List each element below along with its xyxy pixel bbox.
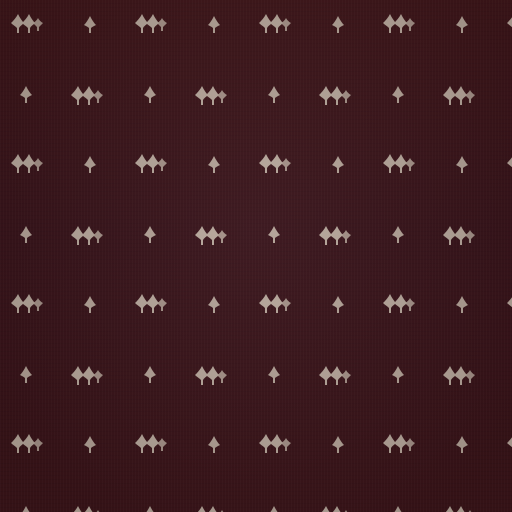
- fleur-de-lis-double-motif: [443, 226, 475, 245]
- fleur-de-lis-single-motif: [84, 156, 96, 173]
- fleur-de-lis-single-motif: [208, 296, 220, 313]
- fleur-de-lis-single-motif: [144, 226, 156, 243]
- fleur-de-lis-double-motif: [383, 434, 415, 453]
- fleur-de-lis-single-motif: [208, 156, 220, 173]
- fleur-de-lis-double-motif: [383, 14, 415, 33]
- fleur-de-lis-double-motif: [507, 14, 512, 33]
- fleur-de-lis-single-motif: [144, 86, 156, 103]
- fleur-de-lis-double-motif: [195, 366, 227, 385]
- fleur-de-lis-single-motif: [392, 226, 404, 243]
- fleur-de-lis-single-motif: [268, 506, 280, 512]
- fleur-de-lis-single-motif: [456, 436, 468, 453]
- fleur-de-lis-single-motif: [268, 366, 280, 383]
- fleur-de-lis-single-motif: [332, 156, 344, 173]
- fleur-de-lis-double-motif: [195, 506, 227, 512]
- fleur-de-lis-single-motif: [144, 366, 156, 383]
- fleur-de-lis-single-motif: [20, 226, 32, 243]
- fleur-de-lis-single-motif: [20, 366, 32, 383]
- fleur-de-lis-double-motif: [319, 366, 351, 385]
- fleur-de-lis-double-motif: [11, 294, 43, 313]
- fleur-de-lis-double-motif: [195, 86, 227, 105]
- fleur-de-lis-double-motif: [507, 434, 512, 453]
- fleur-de-lis-double-motif: [443, 366, 475, 385]
- fleur-de-lis-double-motif: [11, 434, 43, 453]
- fleur-de-lis-single-motif: [392, 86, 404, 103]
- fleur-de-lis-double-motif: [319, 86, 351, 105]
- fleur-de-lis-single-motif: [84, 16, 96, 33]
- fleur-de-lis-single-motif: [392, 506, 404, 512]
- fleur-de-lis-double-motif: [443, 86, 475, 105]
- fleur-de-lis-double-motif: [135, 294, 167, 313]
- fleur-de-lis-double-motif: [71, 86, 103, 105]
- fleur-de-lis-single-motif: [456, 296, 468, 313]
- fleur-de-lis-double-motif: [195, 226, 227, 245]
- fleur-de-lis-double-motif: [71, 506, 103, 512]
- fleur-de-lis-double-motif: [319, 506, 351, 512]
- fleur-de-lis-double-motif: [135, 154, 167, 173]
- fleur-de-lis-double-motif: [259, 434, 291, 453]
- fleur-de-lis-single-motif: [20, 86, 32, 103]
- fleur-de-lis-single-motif: [84, 436, 96, 453]
- fleur-de-lis-single-motif: [456, 156, 468, 173]
- fleur-de-lis-double-motif: [259, 154, 291, 173]
- fleur-de-lis-single-motif: [20, 506, 32, 512]
- fleur-de-lis-double-motif: [71, 366, 103, 385]
- fleur-de-lis-double-motif: [383, 154, 415, 173]
- fleur-de-lis-single-motif: [144, 506, 156, 512]
- fleur-de-lis-double-motif: [507, 154, 512, 173]
- fleur-de-lis-double-motif: [383, 294, 415, 313]
- fleur-de-lis-single-motif: [268, 226, 280, 243]
- fleur-de-lis-single-motif: [332, 296, 344, 313]
- fleur-de-lis-single-motif: [332, 16, 344, 33]
- fleur-de-lis-single-motif: [268, 86, 280, 103]
- fleur-de-lis-single-motif: [208, 16, 220, 33]
- fleur-de-lis-double-motif: [11, 154, 43, 173]
- fleur-de-lis-double-motif: [11, 14, 43, 33]
- fleur-de-lis-single-motif: [84, 296, 96, 313]
- fleur-de-lis-double-motif: [135, 14, 167, 33]
- fleur-de-lis-double-motif: [71, 226, 103, 245]
- fleur-de-lis-double-motif: [443, 506, 475, 512]
- fleur-de-lis-single-motif: [392, 366, 404, 383]
- fleur-de-lis-double-motif: [259, 294, 291, 313]
- fleur-de-lis-single-motif: [456, 16, 468, 33]
- fleur-de-lis-double-motif: [507, 294, 512, 313]
- fleur-de-lis-single-motif: [332, 436, 344, 453]
- fleur-de-lis-double-motif: [259, 14, 291, 33]
- fleur-de-lis-double-motif: [319, 226, 351, 245]
- fleur-de-lis-double-motif: [135, 434, 167, 453]
- fleur-de-lis-single-motif: [208, 436, 220, 453]
